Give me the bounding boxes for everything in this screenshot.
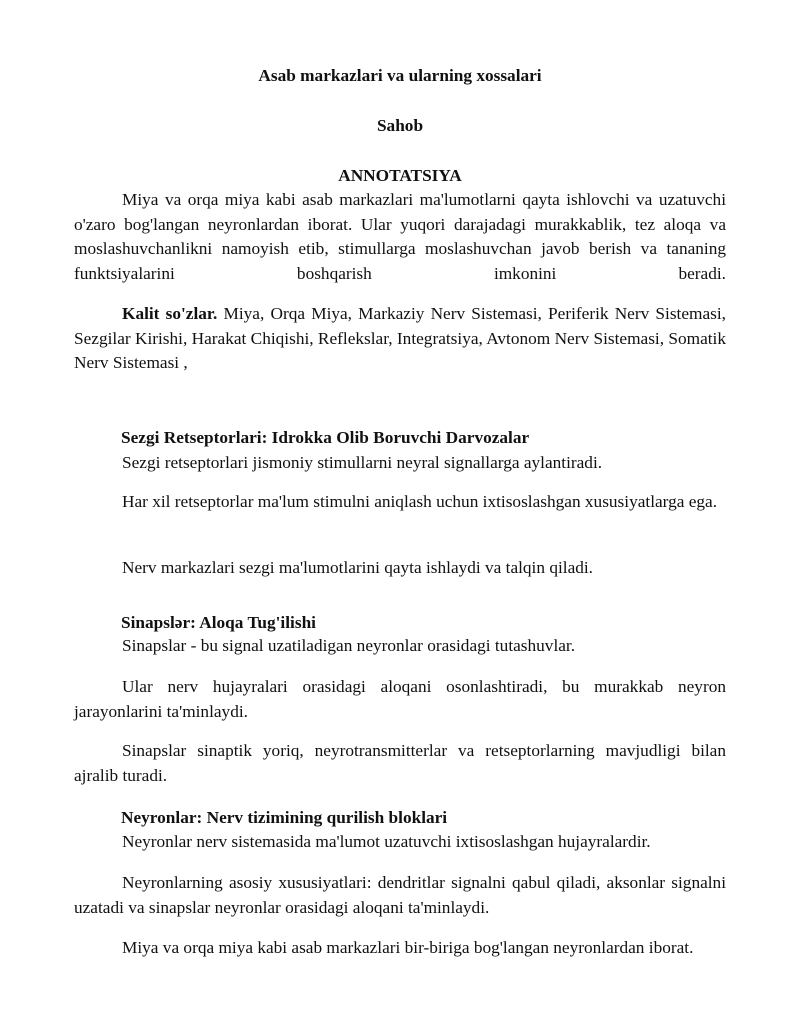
keywords-label: Kalit so'zlar.	[122, 304, 218, 323]
section-lead: Sinapslar - bu signal uzatiladigan neyronlar orasidagi tutashuvlar.	[122, 636, 576, 655]
section-paragraph: Neyronlarning asosiy xususiyatlari: dendritlar signalni qabul qiladi, aksonlar signalni uzatadi va sinapslar neyronlar orasidagi aloqani ta'minlaydi.	[74, 873, 726, 917]
keywords-paragraph	[74, 302, 726, 376]
section-paragraph: Ular nerv hujayralari orasidagi aloqani osonlashtiradi, bu murakkab neyron jarayonlarini ta'minlaydi.	[74, 677, 726, 721]
section-paragraph: Miya va orqa miya kabi asab markazlari bir-biriga bog'langan neyronlardan iborat.	[122, 938, 694, 957]
section-heading: Sezgi Retseptorlari: Idrokka Olib Boruvchi Darvozalar	[121, 428, 530, 447]
annotation-paragraph: Miya va orqa miya kabi asab markazlari ma'lumotlarni qayta ishlovchi va uzatuvchi o'zaro bog'langan neyronlardan iborat. Ular yuqori darajadagi murakkablik, tez aloqa va moslashuvchanlikni namoyish etib, stimullarga moslashuvchan javob berish va tananing funktsiyalarini boshqarish imkonini beradi.	[74, 190, 726, 283]
section-lead: Neyronlar nerv sistemasida ma'lumot uzatuvchi ixtisoslashgan hujayralardir.	[122, 832, 651, 851]
section-heading: Neyronlar: Nerv tizimining qurilish bloklari	[121, 808, 448, 827]
section-paragraph: Har xil retseptorlar ma'lum stimulni aniqlash uchun ixtisoslashgan xususiyatlarga ega.	[122, 492, 718, 511]
section-lead: Sezgi retseptorlari jismoniy stimullarni neyral signallarga aylantiradi.	[122, 453, 603, 472]
document-author: Sahob	[376, 116, 424, 135]
section-paragraph: Sinapslar sinaptik yoriq, neyrotransmitterlar va retseptorlarning mavjudligi bilan ajralib turadi.	[74, 741, 726, 785]
keywords-list: Miya, Orqa Miya, Markaziy Nerv Sistemasi, Periferik Nerv Sistemasi, Sezgilar Kirishi, Harakat Chiqishi, Reflekslar, Integratsiya, Avtonom Nerv Sistemasi, Somatik Nerv Sistemasi ,	[74, 304, 726, 372]
document-title: Asab markazlari va ularning xossalari	[258, 66, 542, 85]
section-heading: Sinapslər: Aloqa Tug'ilishi	[121, 613, 316, 632]
annotation-heading: ANNOTATSIYA	[338, 166, 462, 185]
section-paragraph: Nerv markazlari sezgi ma'lumotlarini qayta ishlaydi va talqin qiladi.	[122, 558, 593, 577]
